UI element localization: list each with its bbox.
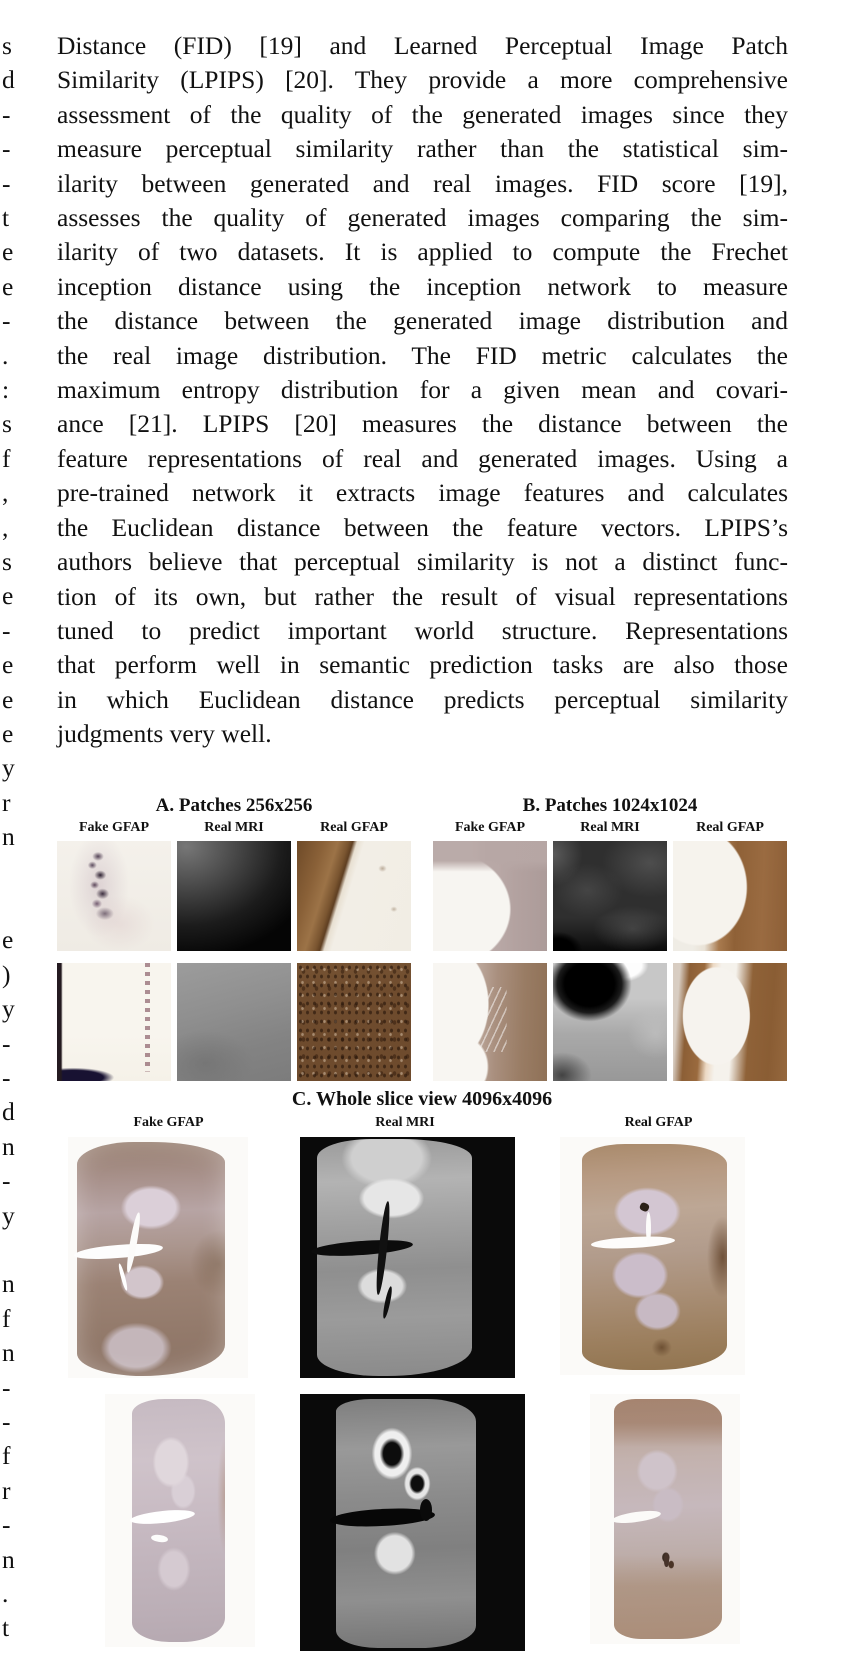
clipped-left-column-char: : bbox=[2, 375, 10, 404]
clipped-left-column-char: y bbox=[2, 1200, 15, 1230]
clipped-left-column-char: - bbox=[2, 1407, 11, 1436]
text-line: ance [21]. LPIPS [20] measures the distance between the bbox=[57, 409, 788, 439]
clipped-left-column-char: - bbox=[2, 168, 11, 198]
clipped-left-column-char: e bbox=[2, 237, 14, 267]
clipped-left-column-char: - bbox=[2, 306, 11, 336]
clipped-left-column-char: r bbox=[2, 1475, 11, 1505]
patch-b-row1-fake-gfap-image bbox=[433, 841, 547, 951]
clipped-left-column-char: f bbox=[2, 1303, 11, 1333]
text-line: feature representations of real and generated images. Using a bbox=[57, 443, 788, 473]
clipped-left-column-char: e bbox=[2, 719, 14, 748]
whole-slice-row-1 bbox=[57, 1137, 787, 1378]
text-line: inception distance using the inception network to measure bbox=[57, 271, 788, 301]
fissure-mark bbox=[382, 1286, 394, 1319]
text-line: assessment of the quality of the generated images since they bbox=[57, 99, 788, 129]
clipped-left-column-char: d bbox=[2, 1097, 15, 1127]
text-line: maximum entropy distribution for a given mean and covari- bbox=[57, 375, 788, 405]
text-line: tion of its own, but rather the result of visual representations bbox=[57, 581, 788, 611]
text-line: ilarity between generated and real images. FID score [19], bbox=[57, 168, 788, 198]
clipped-left-column-char: d bbox=[2, 65, 15, 95]
panel-c-label-real-gfap: Real GFAP bbox=[624, 1115, 693, 1130]
patch-b-row2-real-mri-image bbox=[553, 963, 667, 1081]
clipped-left-column-char: y bbox=[2, 994, 15, 1024]
clipped-left-column-char: f bbox=[2, 1441, 11, 1471]
brain-slice-shape bbox=[132, 1399, 225, 1642]
text-line: that perform well in semantic prediction tasks are also those bbox=[57, 650, 788, 680]
text-line: measure perceptual similarity rather than the statistical sim- bbox=[57, 134, 788, 164]
brain-slice-shape bbox=[336, 1399, 476, 1648]
clipped-left-column-char: e bbox=[2, 271, 14, 301]
slice-row1-real-mri-image bbox=[300, 1137, 515, 1378]
clipped-left-column-char: , bbox=[2, 512, 9, 542]
patch-a-row1-real-gfap-image bbox=[297, 841, 411, 951]
clipped-left-column-char: - bbox=[2, 1028, 11, 1058]
clipped-left-column-char: s bbox=[2, 547, 12, 576]
clipped-left-column-char: - bbox=[2, 1372, 11, 1402]
slice-row2-real-mri-image bbox=[300, 1394, 525, 1651]
patch-a-row2-real-mri-image bbox=[177, 963, 291, 1081]
clipped-left-column-char: s bbox=[2, 409, 12, 439]
panel-b-label-fake-gfap: Fake GFAP bbox=[454, 820, 526, 835]
text-line: tuned to predict important world structure. Representations bbox=[57, 615, 788, 645]
patch-a-row2-real-gfap-image bbox=[297, 963, 411, 1081]
clipped-left-column-char: - bbox=[2, 134, 11, 164]
text-line: the real image distribution. The FID metric calculates the bbox=[57, 340, 788, 370]
text-line: pre-trained network it extracts image features and calculates bbox=[57, 478, 788, 508]
fissure-mark bbox=[118, 1263, 130, 1291]
text-line: assesses the quality of generated images comparing the sim- bbox=[57, 203, 788, 233]
fissure-mark bbox=[639, 1201, 650, 1212]
panel-a-label-fake-gfap: Fake GFAP bbox=[78, 820, 150, 835]
clipped-left-column-char: - bbox=[2, 1166, 11, 1196]
slice-row2-real-gfap-image bbox=[590, 1394, 740, 1644]
patch-b-row1-real-gfap-image bbox=[673, 841, 787, 951]
clipped-left-column-char: - bbox=[2, 1063, 11, 1092]
clipped-left-column-char: y bbox=[2, 753, 15, 783]
clipped-left-column-char: e bbox=[2, 581, 14, 611]
text-line: the Euclidean distance between the feature vectors. LPIPS’s bbox=[57, 512, 788, 542]
clipped-left-column-char: . bbox=[2, 340, 9, 370]
brain-slice-shape bbox=[582, 1144, 726, 1370]
panel-b-label-real-gfap: Real GFAP bbox=[696, 820, 764, 835]
panel-c-label-real-mri: Real MRI bbox=[375, 1115, 435, 1130]
slice-row1-real-gfap-image bbox=[560, 1137, 745, 1375]
patch-a-row2-fake-gfap-image bbox=[57, 963, 171, 1081]
patch-a-row1-real-mri-image bbox=[177, 841, 291, 951]
patch-b-row2-real-gfap-image bbox=[673, 963, 787, 1081]
clipped-left-column-char: - bbox=[2, 615, 11, 645]
clipped-left-column-char: . bbox=[2, 1579, 9, 1608]
panel-c-title: C. Whole slice view 4096x4096 bbox=[291, 1088, 553, 1110]
clipped-left-column-char: n bbox=[2, 1269, 15, 1299]
clipped-left-column-char: t bbox=[2, 1613, 10, 1643]
patch-comparison-grid bbox=[57, 795, 787, 1081]
brain-slice-shape bbox=[317, 1139, 472, 1375]
clipped-left-column-char: n bbox=[2, 822, 15, 852]
patch-b-row2-fake-gfap-image bbox=[433, 963, 547, 1081]
clipped-left-column-char: e bbox=[2, 684, 14, 714]
panel-a-label-real-gfap: Real GFAP bbox=[320, 820, 388, 835]
text-line: Similarity (LPIPS) [20]. They provide a more comprehensive bbox=[57, 65, 788, 95]
whole-slice-row-2 bbox=[57, 1394, 787, 1651]
clipped-left-column-char: e bbox=[2, 925, 14, 955]
clipped-left-column-char: ) bbox=[2, 959, 11, 989]
brain-slice-shape bbox=[77, 1142, 225, 1376]
results-figure bbox=[57, 795, 787, 1650]
panel-c-label-fake-gfap: Fake GFAP bbox=[133, 1115, 204, 1130]
clipped-left-column-char: n bbox=[2, 1338, 15, 1368]
panel-c-labels bbox=[57, 1115, 787, 1131]
clipped-left-column-char: , bbox=[2, 478, 9, 508]
clipped-left-column-char: s bbox=[2, 31, 12, 60]
text-line: the distance between the generated image distribution and bbox=[57, 306, 788, 336]
panel-b-label-real-mri: Real MRI bbox=[580, 820, 640, 835]
text-line: Distance (FID) [19] and Learned Perceptual Image Patch bbox=[57, 31, 788, 60]
panel-a-title: A. Patches 256x256 bbox=[155, 795, 313, 816]
clipped-left-column-char: t bbox=[2, 203, 10, 232]
clipped-left-column-char: - bbox=[2, 99, 11, 129]
body-paragraph bbox=[57, 29, 788, 752]
text-line: ilarity of two datasets. It is applied to compute the Frechet bbox=[57, 237, 788, 267]
clipped-left-column-char: e bbox=[2, 650, 14, 680]
clipped-left-column-char: - bbox=[2, 1510, 11, 1540]
patch-b-row1-real-mri-image bbox=[553, 841, 667, 951]
clipped-left-column-char: n bbox=[2, 1544, 15, 1574]
slice-row1-fake-gfap-image bbox=[68, 1137, 248, 1378]
clipped-left-column-char: n bbox=[2, 1131, 15, 1161]
slice-row2-fake-gfap-image bbox=[105, 1394, 255, 1647]
left-column-edge bbox=[0, 0, 20, 1676]
panel-b-title: B. Patches 1024x1024 bbox=[522, 795, 698, 816]
text-line: in which Euclidean distance predicts perceptual similarity bbox=[57, 684, 788, 714]
clipped-left-column-char: f bbox=[2, 443, 11, 473]
brain-slice-shape bbox=[614, 1399, 722, 1639]
text-line: authors believe that perceptual similarity is not a distinct func- bbox=[57, 547, 788, 577]
panel-a-label-real-mri: Real MRI bbox=[204, 820, 264, 835]
patch-a-row1-fake-gfap-image bbox=[57, 841, 171, 951]
text-line: judgments very well. bbox=[57, 719, 272, 749]
clipped-left-column-char: r bbox=[2, 787, 11, 817]
